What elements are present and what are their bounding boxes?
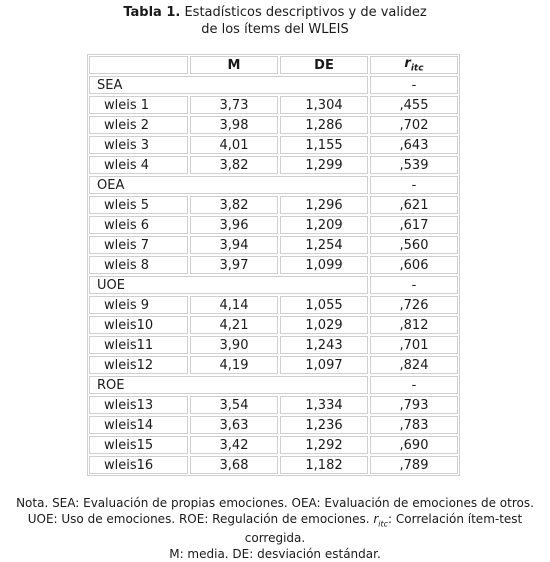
sd-cell: 1,236 xyxy=(279,415,369,435)
group-label: ROE xyxy=(88,375,369,395)
item-cell: wleis16 xyxy=(88,455,189,475)
note-ritc: r xyxy=(373,511,379,526)
header-ritc xyxy=(369,55,459,75)
mean-cell: 3,54 xyxy=(189,395,279,415)
item-cell: wleis 5 xyxy=(88,195,189,215)
mean-cell: 3,98 xyxy=(189,115,279,135)
ritc-cell: ,783 xyxy=(369,415,459,435)
mean-cell: 3,42 xyxy=(189,435,279,455)
item-cell: wleis14 xyxy=(88,415,189,435)
ritc-cell: ,824 xyxy=(369,355,459,375)
ritc-cell: ,702 xyxy=(369,115,459,135)
caption-title: Estadísticos descriptivos y de validez xyxy=(184,5,427,20)
note-line-3: M: media. DE: desviación estándar. xyxy=(169,546,381,561)
item-cell: wleis 6 xyxy=(88,215,189,235)
item-cell: wleis13 xyxy=(88,395,189,415)
note-line-2-b: : Correlación ítem-test corregida. xyxy=(244,511,523,546)
mean-cell: 4,19 xyxy=(189,355,279,375)
table-row xyxy=(88,155,459,175)
group-row xyxy=(88,375,459,395)
ritc-cell: ,621 xyxy=(369,195,459,215)
sd-cell: 1,209 xyxy=(279,215,369,235)
sd-cell: 1,099 xyxy=(279,255,369,275)
mean-cell: 3,82 xyxy=(189,155,279,175)
item-cell: wleis 4 xyxy=(88,155,189,175)
group-row xyxy=(88,175,459,195)
group-label: UOE xyxy=(88,275,369,295)
mean-cell: 4,21 xyxy=(189,315,279,335)
group-ritc: - xyxy=(369,275,459,295)
mean-cell: 3,90 xyxy=(189,335,279,355)
item-cell: wleis 2 xyxy=(88,115,189,135)
table-row xyxy=(88,135,459,155)
item-cell: wleis 9 xyxy=(88,295,189,315)
item-cell: wleis 7 xyxy=(88,235,189,255)
table-row xyxy=(88,335,459,355)
ritc-cell: ,726 xyxy=(369,295,459,315)
header-m: M xyxy=(189,55,279,75)
ritc-cell: ,793 xyxy=(369,395,459,415)
item-cell: wleis15 xyxy=(88,435,189,455)
sd-cell: 1,155 xyxy=(279,135,369,155)
sd-cell: 1,243 xyxy=(279,335,369,355)
item-cell: wleis 3 xyxy=(88,135,189,155)
group-label: SEA xyxy=(88,75,369,95)
table-row xyxy=(88,435,459,455)
mean-cell: 4,01 xyxy=(189,135,279,155)
group-ritc: - xyxy=(369,75,459,95)
mean-cell: 3,73 xyxy=(189,95,279,115)
ritc-cell: ,701 xyxy=(369,335,459,355)
group-ritc: - xyxy=(369,375,459,395)
mean-cell: 3,82 xyxy=(189,195,279,215)
table-row xyxy=(88,315,459,335)
sd-cell: 1,292 xyxy=(279,435,369,455)
table-row xyxy=(88,295,459,315)
sd-cell: 1,097 xyxy=(279,355,369,375)
ritc-cell: ,539 xyxy=(369,155,459,175)
mean-cell: 3,68 xyxy=(189,455,279,475)
header-row xyxy=(88,55,459,75)
item-cell: wleis 8 xyxy=(88,255,189,275)
sd-cell: 1,286 xyxy=(279,115,369,135)
table-row xyxy=(88,95,459,115)
header-r-sub: itc xyxy=(410,63,424,74)
table-row xyxy=(88,115,459,135)
table-row xyxy=(88,455,459,475)
table-caption xyxy=(0,4,550,38)
group-row xyxy=(88,75,459,95)
group-label: OEA xyxy=(88,175,369,195)
sd-cell: 1,055 xyxy=(279,295,369,315)
sd-cell: 1,299 xyxy=(279,155,369,175)
note-line-1: Nota. SEA: Evaluación de propias emociones. OEA: Evaluación de emociones de otros. xyxy=(16,496,534,510)
ritc-cell: ,560 xyxy=(369,235,459,255)
sd-cell: 1,334 xyxy=(279,395,369,415)
table-row xyxy=(88,235,459,255)
table-row xyxy=(88,215,459,235)
table-row xyxy=(88,195,459,215)
mean-cell: 3,94 xyxy=(189,235,279,255)
ritc-cell: ,617 xyxy=(369,215,459,235)
ritc-cell: ,812 xyxy=(369,315,459,335)
table-row xyxy=(88,395,459,415)
item-cell: wleis 1 xyxy=(88,95,189,115)
ritc-cell: ,690 xyxy=(369,435,459,455)
table-note xyxy=(0,496,550,562)
header-empty xyxy=(88,55,189,75)
header-r: r xyxy=(404,56,411,72)
mean-cell: 4,14 xyxy=(189,295,279,315)
table-row xyxy=(88,415,459,435)
note-line-2-a: UOE: Uso de emociones. ROE: Regulación de emociones. xyxy=(27,511,374,526)
sd-cell: 1,304 xyxy=(279,95,369,115)
ritc-cell: ,643 xyxy=(369,135,459,155)
ritc-cell: ,789 xyxy=(369,455,459,475)
mean-cell: 3,63 xyxy=(189,415,279,435)
caption-line-1 xyxy=(0,4,550,21)
item-cell: wleis10 xyxy=(88,315,189,335)
mean-cell: 3,96 xyxy=(189,215,279,235)
sd-cell: 1,296 xyxy=(279,195,369,215)
header-de: DE xyxy=(279,55,369,75)
caption-label: Tabla 1. xyxy=(123,5,181,20)
sd-cell: 1,029 xyxy=(279,315,369,335)
ritc-cell: ,606 xyxy=(369,255,459,275)
ritc-cell: ,455 xyxy=(369,95,459,115)
mean-cell: 3,97 xyxy=(189,255,279,275)
item-cell: wleis12 xyxy=(88,355,189,375)
table-row xyxy=(88,255,459,275)
item-cell: wleis11 xyxy=(88,335,189,355)
statistics-table xyxy=(87,54,460,476)
group-row xyxy=(88,275,459,295)
sd-cell: 1,182 xyxy=(279,455,369,475)
note-ritc-sub: itc xyxy=(378,518,389,528)
caption-line-2: de los ítems del WLEIS xyxy=(201,22,349,37)
sd-cell: 1,254 xyxy=(279,235,369,255)
table-row xyxy=(88,355,459,375)
group-ritc: - xyxy=(369,175,459,195)
